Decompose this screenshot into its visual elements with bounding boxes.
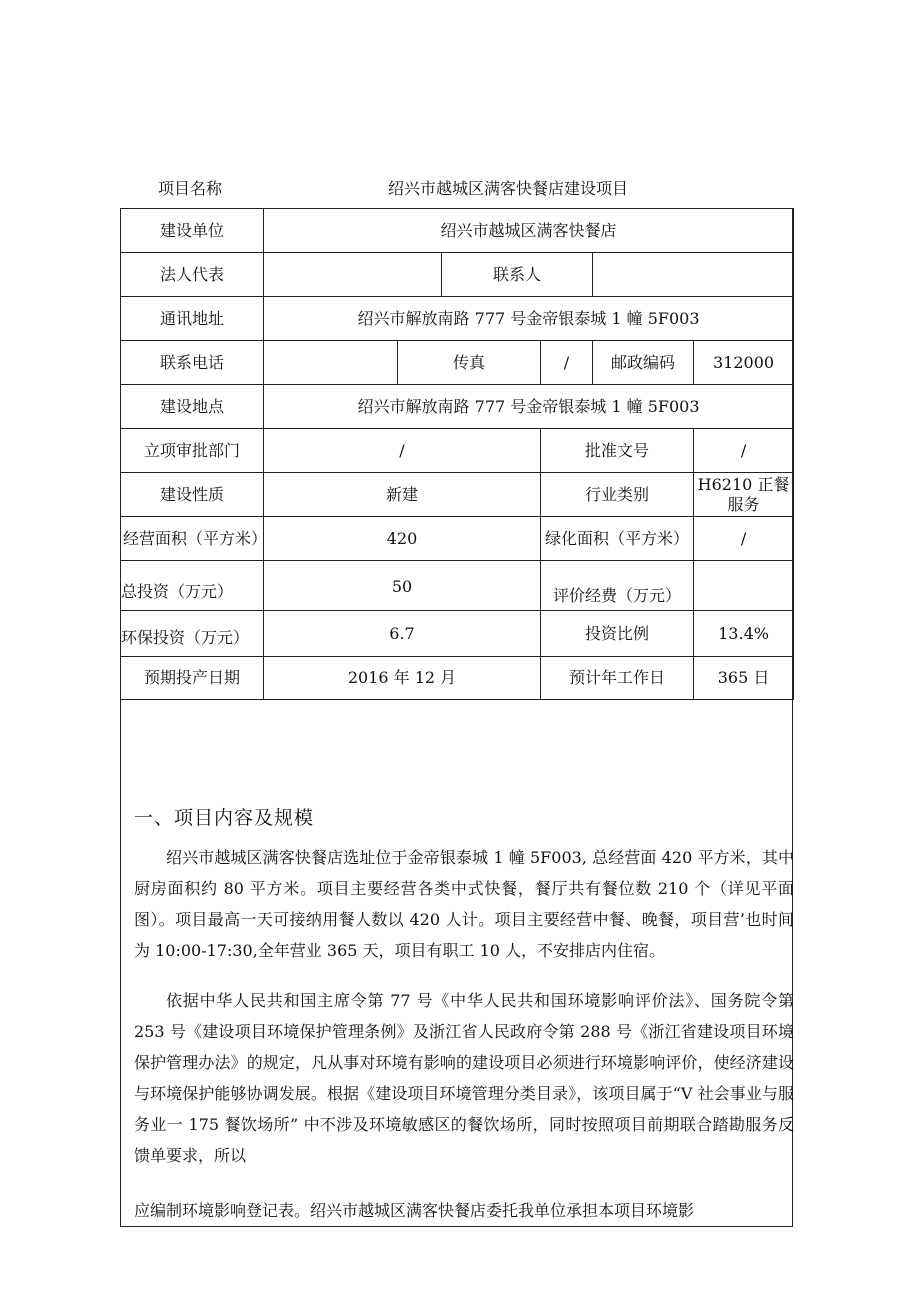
start-date-label: 预期投产日期 [121,657,264,700]
nature-value: 新建 [264,473,541,517]
project-name-label: 项目名称 [158,179,223,198]
builder-value: 绍兴市越城区满客快餐店 [264,209,794,253]
table-row [121,385,794,429]
start-date-value: 2016 年 12 月 [264,657,541,700]
area-value: 420 [264,517,541,561]
table-row [121,517,794,561]
project-name-value: 绍兴市越城区满客快餐店建设项目 [388,179,629,198]
phone-value [264,341,398,385]
workdays-label: 预计年工作日 [541,657,694,700]
legal-rep-value [264,253,442,297]
site-value: 绍兴市解放南路 777 号金帝银泰城 1 幢 5F003 [264,385,794,429]
env-invest-value: 6.7 [264,611,541,657]
workdays-value: 365 日 [694,657,794,700]
ratio-label: 投资比例 [541,611,694,657]
site-label: 建设地点 [121,385,264,429]
approval-dept-value: / [264,429,541,473]
project-info-table [120,208,794,700]
paragraph-2: 依据中华人民共和国主席令第 77 号《中华人民共和国环境影响评价法》、国务院令第 253 号《建设项目环境保护管理条例》及浙江省人民政府令第 288 号《浙江省建设项目环境保护管理办法》的规定，凡从事对环境有影响的建设项目必须进行环境影响评价，使经济建设与环境保护能够协调发展。根据《建设项目环境管理分类目录》，该项目属于“V 社会事业与服务业一 175 餐饮场所” 中不涉及环境敏感区的餐饮场所，同时按照项目前期联合踏勘服务反馈单要求，所以 [134,991,794,1165]
industry-value: H6210 正餐服务 [694,473,794,517]
investment-value: 50 [264,561,541,611]
bottom-rule [120,1226,793,1227]
contact-label: 联系人 [442,253,593,297]
builder-label: 建设单位 [121,209,264,253]
section-title: 一、项目内容及规模 [134,807,315,829]
investment-label: 总投资（万元） [121,561,264,611]
paragraph-1: 绍兴市越城区满客快餐店选址位于金帝银泰城 1 幢 5F003, 总经营面 420 平方米，其中厨房面积约 80 平方米。项目主要经营各类中式快餐，餐厅共有餐位数 210 个（详见平面图）。项目最高一天可接纳用餐人数以 420 人计。项目主要经营中餐、晚餐，项目营’也时间为 10:00-17:30,全年营业 365 天，项目有职工 10 人，不安排店内住宿。 [134,848,794,960]
area-label: 经营面积（平方米） [121,517,264,561]
fax-value: / [541,341,593,385]
env-invest-label: 环保投资（万元） [121,611,264,657]
nature-label: 建设性质 [121,473,264,517]
ratio-value: 13.4% [694,611,794,657]
table-row [121,253,794,297]
green-value: / [694,517,794,561]
table-row [121,473,794,517]
table-row [121,341,794,385]
eval-fee-value [694,561,794,611]
fax-label: 传真 [398,341,541,385]
table-row [121,209,794,253]
eval-fee-label: 评价经费（万元） [541,561,694,611]
industry-label: 行业类别 [541,473,694,517]
table-row [121,561,794,611]
address-value: 绍兴市解放南路 777 号金帝银泰城 1 幢 5F003 [264,297,794,341]
phone-label: 联系电话 [121,341,264,385]
green-label: 绿化面积（平方米） [541,517,694,561]
approval-no-label: 批准文号 [541,429,694,473]
contact-value [593,253,794,297]
table-row [121,297,794,341]
approval-no-value: / [694,429,794,473]
table-row [121,657,794,700]
project-name-row [120,176,794,204]
postcode-value: 312000 [694,341,794,385]
paragraph-3: 应编制环境影响登记表。绍兴市越城区满客快餐店委托我单位承担本项目环境影 [134,1201,695,1220]
table-row [121,429,794,473]
postcode-label: 邮政编码 [593,341,694,385]
address-label: 通讯地址 [121,297,264,341]
legal-rep-label: 法人代表 [121,253,264,297]
approval-dept-label: 立项审批部门 [121,429,264,473]
table-row [121,611,794,657]
